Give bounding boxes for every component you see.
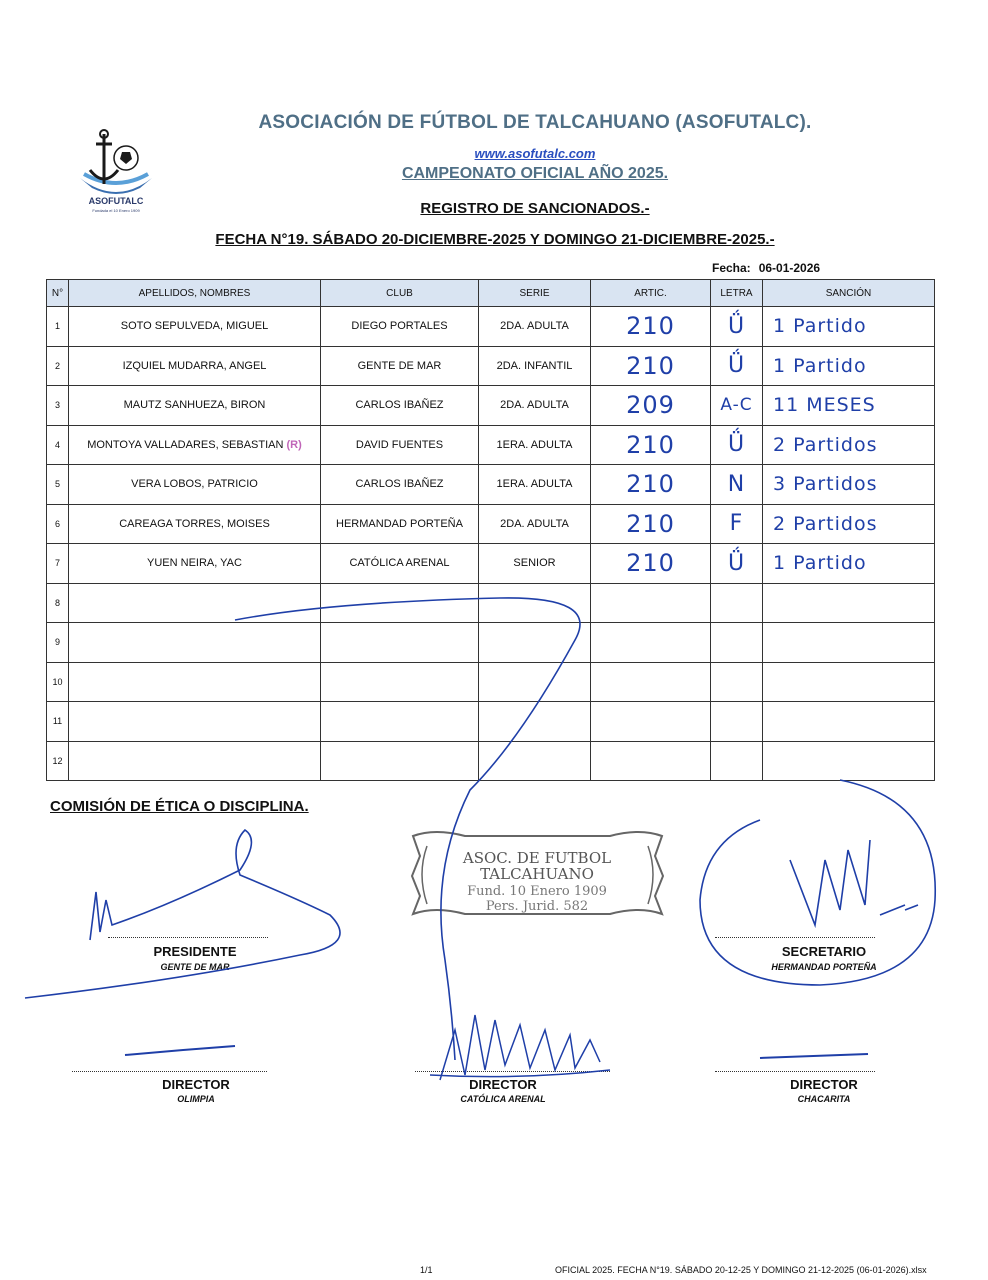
club-cell: CATÓLICA ARENAL xyxy=(321,544,479,584)
row-number: 4 xyxy=(47,425,69,465)
org-title: ASOCIACIÓN DE FÚTBOL DE TALCAHUANO (ASOFUTALC). xyxy=(258,112,812,133)
artic-cell: 210 xyxy=(591,504,711,544)
letra-cell: Ǘ xyxy=(711,307,763,347)
presidente-club: GENTE DE MAR xyxy=(160,962,230,972)
commission-title: COMISIÓN DE ÉTICA O DISCIPLINA. xyxy=(50,798,309,815)
footer-file-name: OFICIAL 2025. FECHA N°19. SÁBADO 20-12-25 Y DOMINGO 21-12-2025 (06-01-2026).xlsx xyxy=(555,1265,927,1275)
website-link[interactable]: www.asofutalc.com xyxy=(474,146,596,161)
director2-club: CATÓLICA ARENAL xyxy=(460,1094,546,1104)
serie-cell: 2DA. ADULTA xyxy=(479,386,591,426)
serie-cell: 2DA. ADULTA xyxy=(479,307,591,347)
player-name-text: IZQUIEL MUDARRA, ANGEL xyxy=(122,359,267,372)
player-name-text: VERA LOBOS, PATRICIO xyxy=(131,478,258,491)
club-cell: DAVID FUENTES xyxy=(321,425,479,465)
sancion-cell: 3 Partidos xyxy=(763,465,935,505)
letra-cell: A-C xyxy=(711,386,763,426)
artic-cell: 210 xyxy=(591,465,711,505)
director1-signature xyxy=(125,1046,235,1055)
row-number: 11 xyxy=(47,702,69,742)
sancion-cell: 11 MESES xyxy=(763,386,935,426)
artic-cell: 210 xyxy=(591,544,711,584)
sancion-cell: 1 Partido xyxy=(763,307,935,347)
col-header-name: APELLIDOS, NOMBRES xyxy=(69,280,321,307)
club-cell: GENTE DE MAR xyxy=(321,346,479,386)
row-number: 2 xyxy=(47,346,69,386)
player-name-text: MONTOYA VALLADARES, SEBASTIAN xyxy=(87,438,284,451)
artic-cell: 210 xyxy=(591,307,711,347)
letra-cell: N xyxy=(711,465,763,505)
director3-club: CHACARITA xyxy=(797,1094,851,1104)
footer-page-number: 1/1 xyxy=(420,1265,433,1275)
letra-cell: F xyxy=(711,504,763,544)
secretario-signature xyxy=(700,780,935,985)
director1-club: OLIMPIA xyxy=(177,1094,215,1104)
stamp-line-4: Pers. Jurid. 582 xyxy=(485,899,589,914)
presidente-signature xyxy=(25,830,340,998)
letra-cell: Ǘ xyxy=(711,425,763,465)
director2-title: DIRECTOR xyxy=(469,1077,537,1092)
club-cell: DIEGO PORTALES xyxy=(321,307,479,347)
club-cell: HERMANDAD PORTEÑA xyxy=(321,504,479,544)
director3-title: DIRECTOR xyxy=(790,1077,858,1092)
championship-title: CAMPEONATO OFICIAL AÑO 2025. xyxy=(401,165,669,182)
club-cell: CARLOS IBAÑEZ xyxy=(321,465,479,505)
serie-cell: 2DA. INFANTIL xyxy=(479,346,591,386)
col-header-num: N° xyxy=(47,280,69,307)
row-number: 8 xyxy=(47,583,69,623)
print-date-label: Fecha: xyxy=(712,261,751,275)
sancion-cell: 1 Partido xyxy=(763,346,935,386)
player-name-text: YUEN NEIRA, YAC xyxy=(147,557,242,570)
row-number: 9 xyxy=(47,623,69,663)
secretario-title: SECRETARIO xyxy=(781,944,867,959)
row-number: 6 xyxy=(47,504,69,544)
player-name-text: MAUTZ SANHUEZA, BIRON xyxy=(123,399,266,412)
secretario-club: HERMANDAD PORTEÑA xyxy=(771,962,877,972)
col-header-sancion: SANCIÓN xyxy=(763,280,935,307)
row-number: 10 xyxy=(47,662,69,702)
serie-cell: SENIOR xyxy=(479,544,591,584)
registry-title: REGISTRO DE SANCIONADOS.- xyxy=(420,200,650,217)
club-cell: CARLOS IBAÑEZ xyxy=(321,386,479,426)
row-number: 7 xyxy=(47,544,69,584)
presidente-title: PRESIDENTE xyxy=(153,944,237,959)
sancion-cell: 1 Partido xyxy=(763,544,935,584)
artic-cell: 210 xyxy=(591,346,711,386)
print-date-value: 06-01-2026 xyxy=(758,261,821,275)
col-header-club: CLUB xyxy=(321,280,479,307)
stamp-line-2: TALCAHUANO xyxy=(480,865,594,883)
artic-cell: 210 xyxy=(591,425,711,465)
director2-signature xyxy=(430,1015,610,1080)
match-date-title: FECHA N°19. SÁBADO 20-DICIEMBRE-2025 Y DOMINGO 21-DICIEMBRE-2025.- xyxy=(215,231,775,248)
row-number: 12 xyxy=(47,741,69,781)
serie-cell: 1ERA. ADULTA xyxy=(479,425,591,465)
row-number: 3 xyxy=(47,386,69,426)
cancel-stroke xyxy=(235,598,580,1060)
row-number: 5 xyxy=(47,465,69,505)
director3-signature xyxy=(760,1054,868,1058)
logo-text: ASOFUTALC xyxy=(88,196,144,206)
letra-cell: Ǘ xyxy=(711,544,763,584)
letra-cell: Ǘ xyxy=(711,346,763,386)
stamp-line-1: ASOC. DE FUTBOL xyxy=(462,849,612,867)
col-header-letra: LETRA xyxy=(711,280,763,307)
serie-cell: 1ERA. ADULTA xyxy=(479,465,591,505)
artic-cell: 209 xyxy=(591,386,711,426)
stamp-line-3: Fund. 10 Enero 1909 xyxy=(467,884,607,899)
logo-subtext: Fundada el 10 Enero 1909 xyxy=(92,208,140,213)
row-number: 1 xyxy=(47,307,69,347)
player-name-text: CAREAGA TORRES, MOISES xyxy=(119,517,270,530)
col-header-artic: ARTIC. xyxy=(591,280,711,307)
serie-cell: 2DA. ADULTA xyxy=(479,504,591,544)
player-name-text: SOTO SEPULVEDA, MIGUEL xyxy=(120,320,269,333)
sancion-cell: 2 Partidos xyxy=(763,504,935,544)
sancion-cell: 2 Partidos xyxy=(763,425,935,465)
col-header-serie: SERIE xyxy=(479,280,591,307)
repeat-mark: (R) xyxy=(286,438,302,451)
director1-title: DIRECTOR xyxy=(162,1077,230,1092)
